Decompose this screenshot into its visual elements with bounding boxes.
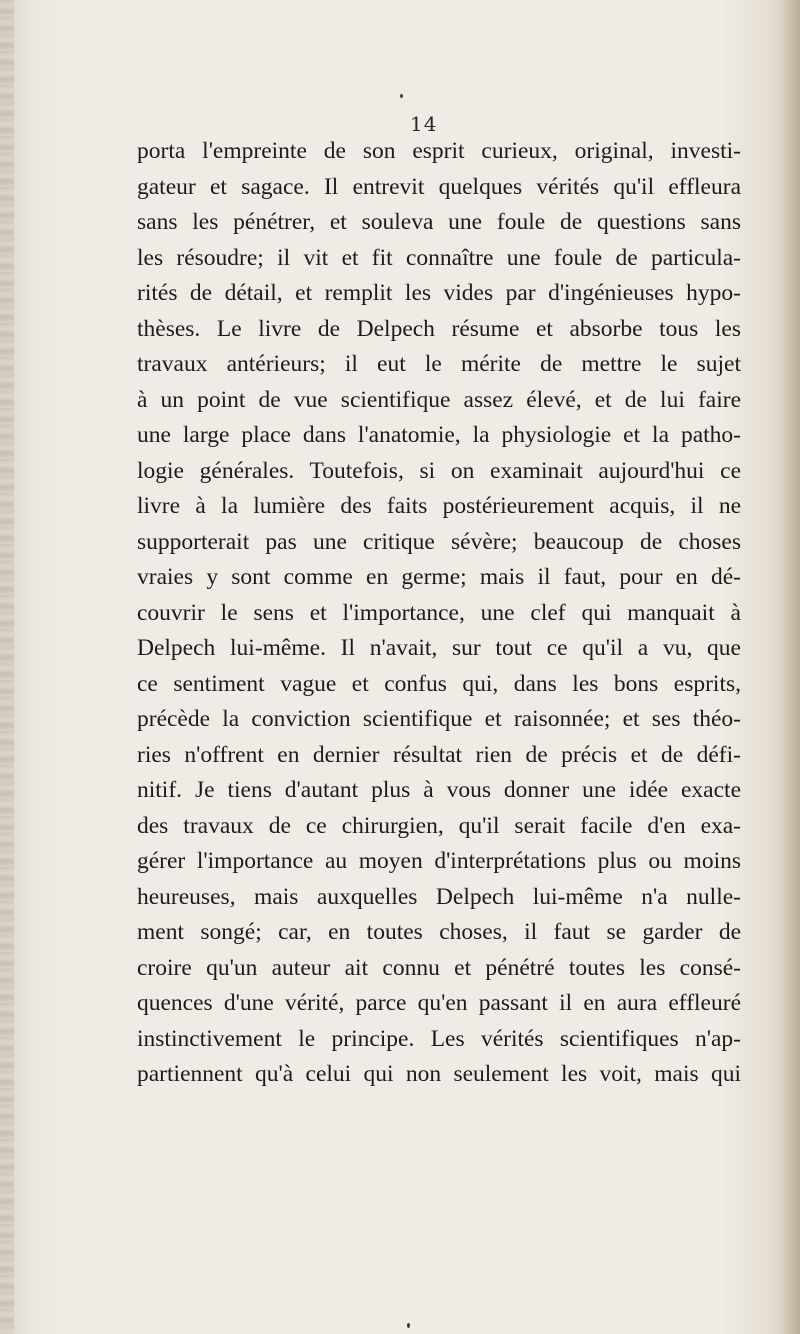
text-line: une large place dans l'anatomie, la physiologie et la patho-	[137, 422, 741, 448]
text-line: les résoudre; il vit et fit connaître une foule de particula-	[137, 244, 741, 271]
page-edge-shadow	[778, 0, 800, 1334]
page-gutter-shadow	[0, 0, 14, 1334]
text-line: ment songé; car, en toutes choses, il faut se garder de	[137, 919, 741, 945]
text-line: partiennent qu'à celui qui non seulement les voit, mais qui	[137, 1061, 741, 1087]
text-line: ries n'offrent en dernier résultat rien de précis et de défi-	[137, 741, 741, 768]
text-line: supporterait pas une critique sévère; beaucoup de choses	[137, 528, 741, 555]
text-line: croire qu'un auteur ait connu et pénétré toutes les consé-	[137, 954, 741, 981]
text-line: couvrir le sens et l'importance, une clef qui manquait à	[137, 599, 741, 626]
text-line: rités de détail, et remplit les vides par d'ingénieuses hypo-	[137, 280, 741, 306]
paper-speck	[407, 1323, 410, 1328]
text-line: logie générales. Toutefois, si on examinait aujourd'hui ce	[137, 457, 741, 484]
text-line: ce sentiment vague et confus qui, dans les bons esprits,	[137, 670, 741, 697]
text-line: thèses. Le livre de Delpech résume et absorbe tous les	[137, 315, 741, 342]
text-line: nitif. Je tiens d'autant plus à vous donner une idée exacte	[137, 777, 741, 803]
text-line: vraies y sont comme en germe; mais il faut, pour en dé-	[137, 564, 741, 590]
paper-speck	[400, 94, 403, 98]
page-number: 14	[410, 112, 438, 136]
text-line: sans les pénétrer, et souleva une foule de questions sans	[137, 209, 741, 235]
text-line: précède la conviction scientifique et raisonnée; et ses théo-	[137, 706, 741, 732]
text-line: gérer l'importance au moyen d'interprétations plus ou moins	[137, 848, 741, 874]
body-text	[137, 134, 741, 1093]
text-line: livre à la lumière des faits postérieurement acquis, il ne	[137, 493, 741, 519]
text-line: porta l'empreinte de son esprit curieux, original, investi-	[137, 138, 741, 164]
text-line: travaux antérieurs; il eut le mérite de mettre le sujet	[137, 351, 741, 377]
text-line: instinctivement le principe. Les vérités scientifiques n'ap-	[137, 1025, 741, 1052]
text-line: gateur et sagace. Il entrevit quelques vérités qu'il effleura	[137, 173, 741, 200]
text-line: Delpech lui-même. Il n'avait, sur tout ce qu'il a vu, que	[137, 635, 741, 661]
text-line: des travaux de ce chirurgien, qu'il serait facile d'en exa-	[137, 812, 741, 839]
text-line: quences d'une vérité, parce qu'en passant il en aura effleuré	[137, 990, 741, 1016]
text-line: à un point de vue scientifique assez élevé, et de lui faire	[137, 386, 741, 413]
text-line: heureuses, mais auxquelles Delpech lui-même n'a nulle-	[137, 883, 741, 910]
